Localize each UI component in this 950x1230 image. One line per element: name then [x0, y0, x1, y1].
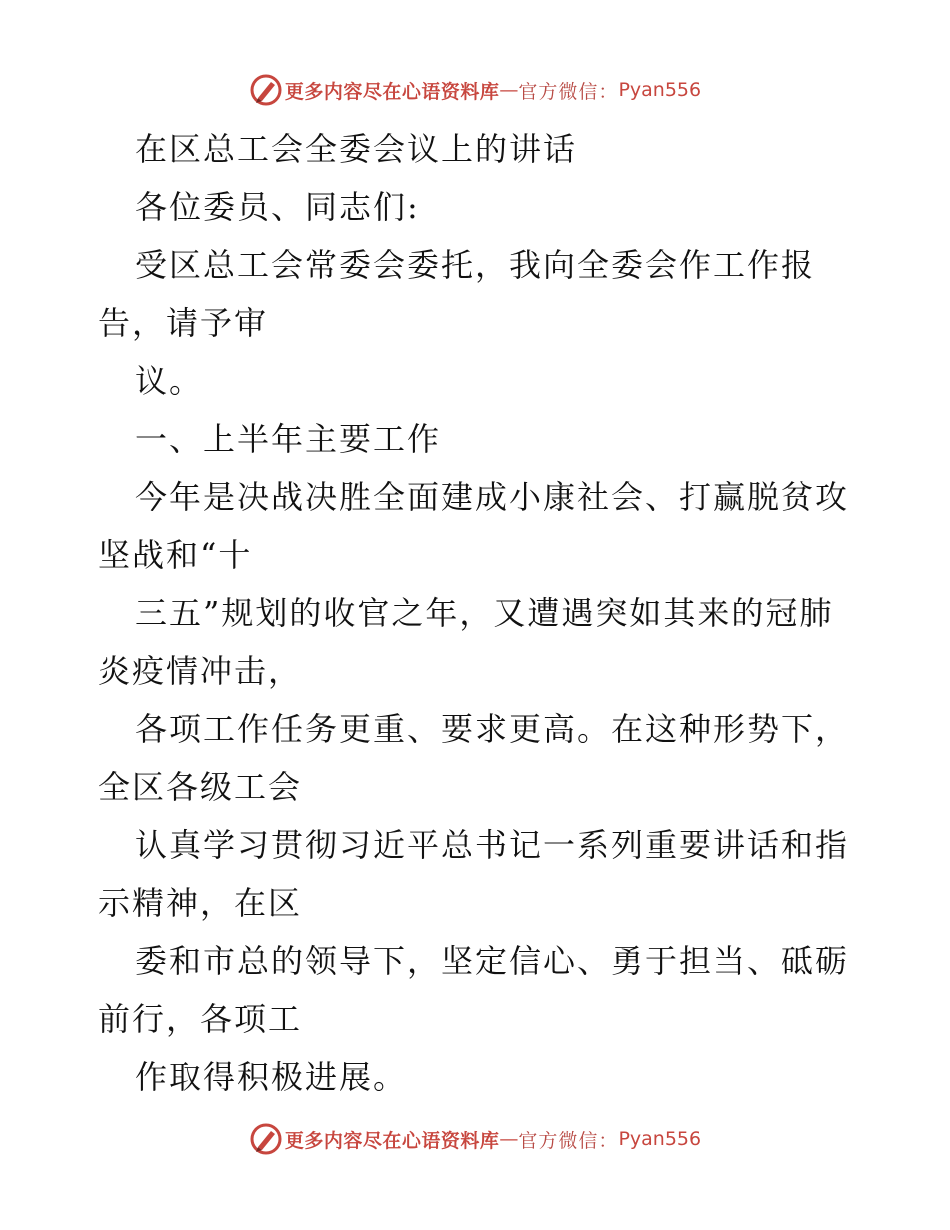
text-line: 告，请予审 — [98, 304, 269, 342]
banner-text: 更多内容尽在心语资料库 — [284, 1129, 500, 1152]
text-line: 前行，各项工 — [98, 1000, 303, 1038]
text-line: 各项工作任务更重、要求更高。在这种形势下， — [135, 710, 850, 748]
text-line: 全区各级工会 — [98, 768, 303, 806]
banner-wechat-id: Pyan556 — [618, 79, 702, 101]
text-line: 三五”规划的收官之年，又遭遇突如其来的冠肺 — [135, 594, 834, 632]
banner-text: 更多内容尽在心语资料库 — [284, 80, 500, 103]
footer-banner — [0, 1119, 950, 1159]
banner-separator: — — [499, 79, 519, 101]
banner-separator: — — [499, 1128, 519, 1150]
pen-logo-icon — [249, 1122, 283, 1156]
pen-logo-icon — [249, 73, 283, 107]
text-line: 示精神，在区 — [98, 884, 303, 922]
banner-wechat-id: Pyan556 — [618, 1128, 702, 1150]
document-body — [98, 120, 868, 1106]
banner-wechat-label: 官方微信： — [518, 1129, 619, 1152]
salutation: 各位委员、同志们: — [135, 188, 420, 226]
text-line: 受区总工会常委会委托，我向全委会作工作报 — [135, 246, 816, 284]
text-line: 炎疫情冲击， — [98, 652, 303, 690]
text-line: 作取得积极进展。 — [135, 1058, 408, 1096]
banner-wechat-label: 官方微信： — [518, 80, 619, 103]
document-title: 在区总工会全委会议上的讲话 — [135, 130, 578, 168]
text-line: 委和市总的领导下，坚定信心、勇于担当、砥砺 — [135, 942, 850, 980]
header-banner — [0, 70, 950, 110]
text-line: 今年是决战决胜全面建成小康社会、打赢脱贫攻 — [135, 478, 850, 516]
text-line: 认真学习贯彻习近平总书记一系列重要讲话和指 — [135, 826, 850, 864]
text-line: 坚战和“十 — [98, 536, 253, 574]
section-heading: 一、上半年主要工作 — [135, 420, 442, 458]
text-line: 议。 — [135, 362, 204, 400]
